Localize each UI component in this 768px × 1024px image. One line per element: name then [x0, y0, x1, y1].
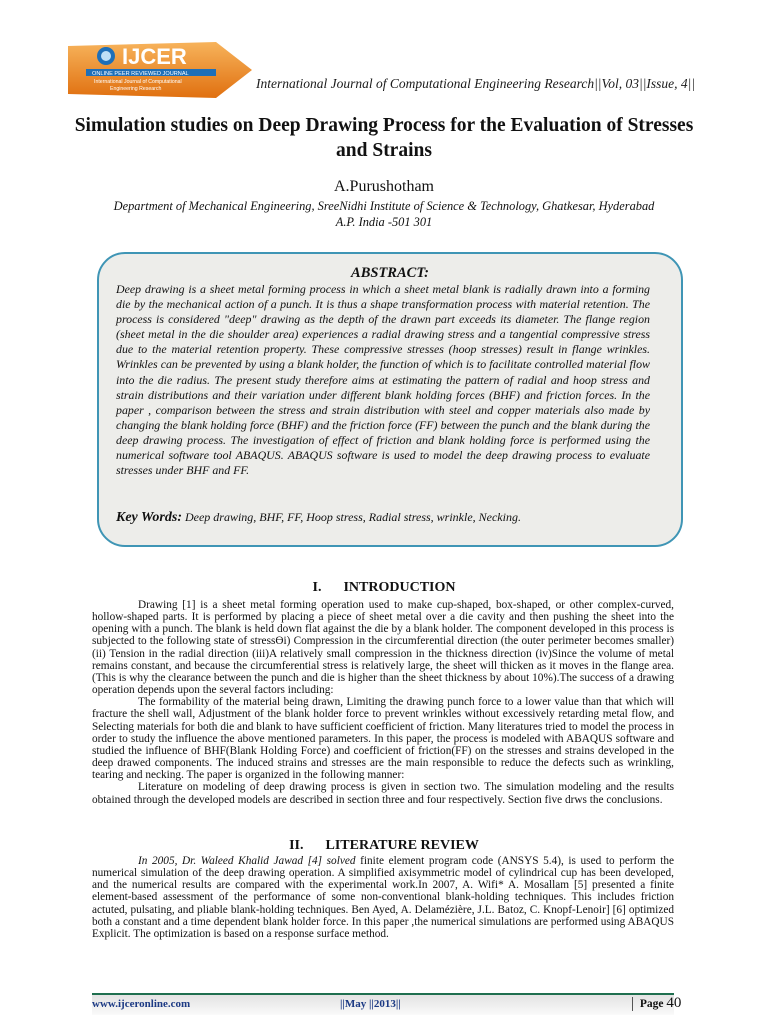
section-title: LITERATURE REVIEW: [325, 838, 479, 853]
paragraph: Drawing [1] is a sheet metal forming operation used to make cup-shaped, box-shaped, or other complex-curved, hollow-shaped parts. It is performed by placing a piece of sheet metal over a die cavity and then pushing the sheet into the opening with a punch. The blank is held down flat against the die by a blank holder. The component developed in this process is subjected to the following state of stressϴi) Compression in the circumferential direction (the outer perimeter becomes smaller) (ii) Tension in the radial direction (iii)A relatively small compression in the thickness direction (iv)Since the volume of metal remains constant, and because the circumferential stress is relatively large, the sheet will thicken as it moves in the flange area. (This is why the clearance between the punch and die is higher than the sheet thickness by about 10%).The success of a drawing operation depends upon the several factors including:: [92, 599, 674, 697]
paragraph: [92, 855, 674, 940]
logo-subtitle-2: Engineering Research: [110, 86, 162, 92]
section-heading-literature-review: [0, 838, 768, 854]
journal-citation-header: International Journal of Computational Engineering Research||Vol, 03||Issue, 4||: [256, 76, 696, 91]
author-affiliation: [60, 198, 708, 230]
page-number: 40: [666, 995, 682, 1011]
paragraph: Literature on modeling of deep drawing process is given in section two. The simulation modeling and the results obtained through the developed models are described in section three and four respectively. Section five drws the conclusions.: [92, 781, 674, 806]
citation-lead: In 2005, Dr. Waleed Khalid Jawad [4] solved: [138, 855, 356, 867]
ijcer-logo-graphic: [66, 40, 254, 100]
keywords-label: Key Words:: [116, 510, 182, 525]
journal-logo: [66, 40, 254, 100]
keywords: [116, 510, 656, 526]
abstract-text: Deep drawing is a sheet metal forming process in which a sheet metal blank is radially drawn into a forming die by the mechanical action of a punch. It is thus a shape transformation process with material retention. The process is considered "deep" drawing as the depth of the drawn part exceeds its diameter. The flange region (sheet metal in the die shoulder area) experiences a radial drawing stress and a tangential compressive stress due to the material retention property. These compressive stresses (hoop stresses) result in flange wrinkles. Wrinkles can be prevented by using a blank holder, the function of which is to facilitate controlled material flow into the die radius. The present study therefore aims at estimating the pattern of radial and hoop stress and strain distributions and their variation under different blank holding forces (BHF) and friction forces. In the paper , comparison between the stress and strain distribution with steel and copper materials also made by changing the blank holding force (BHF) and the friction force (FF) between the punch and the blank during the deep drawing process. The investigation of effect of friction and blank holding force is performed using the numerical software tool ABAQUS. ABAQUS software is used to model the deep drawing process to evaluate stresses under BHF and FF.: [116, 282, 650, 478]
literature-review-body: [92, 855, 674, 940]
section-heading-introduction: [0, 580, 768, 596]
logo-tagline: ONLINE PEER REVIEWED JOURNAL: [92, 71, 189, 77]
section-number: I.: [312, 580, 322, 595]
paragraph-text: finite element program code (ANSYS 5.4), is used to perform the numerical simulation of the deep drawing operation. A simplified axisymmetric model of cylindrical cup has been developed, and the numerical results are compared with the experimental work.In 2007, A. Wifi* A. Mosallam [5] presented a finite element-based assessment of the performance of some non-conventional blank-holding techniques. This includes friction actuted, pulsating, and pliable blank-holding techniques. Ben Ayed, A. Delamézière, J.L. Batoz, C. Knopf-Lenoir] [6] optimized both a constant and a time dependent blank holder force. In this paper ,the numerical simulations are performed using ABAQUS Explicit. The optimization is based on a response surface method.: [92, 855, 675, 940]
footer-page-number: [628, 995, 681, 1012]
affiliation-line-2: A.P. India -501 301: [335, 215, 433, 229]
footer-website-link[interactable]: www.ijceronline.com: [92, 998, 191, 1010]
author-name: A.Purushotham: [334, 178, 434, 195]
abstract-heading: ABSTRACT:: [351, 265, 429, 281]
paper-title: Simulation studies on Deep Drawing Process for the Evaluation of Stresses and Strains: [74, 115, 694, 161]
paragraph: The formability of the material being drawn, Limiting the drawing punch force to a lower value than that which will fracture the shell wall, Adjustment of the blank holder force to prevent wrinkles without excessively retarding metal flow, and Selecting materials for both die and blank to have sufficient coefficient of friction. Many literatures tried to model the process in order to study the influence the above mentioned parameters. In this paper, the process is modeled with ABAQUS software and studied the influence of BHF(Blank Holding Force) and coefficient of friction(FF) on the stresses and strains developed in the deep drawed components. The induced strains and stresses are the main responsible to reduce the defects such as wrinkling, tearing and necking. The paper is organized in the following manner:: [92, 696, 674, 782]
section-title: INTRODUCTION: [343, 580, 456, 595]
introduction-body: [92, 599, 674, 806]
footer-issue-date: ||May ||2013||: [340, 998, 401, 1010]
page-label: Page: [639, 998, 664, 1010]
keywords-list: Deep drawing, BHF, FF, Hoop stress, Radial stress, wrinkle, Necking.: [184, 510, 521, 524]
section-number: II.: [289, 838, 304, 853]
footer-divider: [632, 997, 633, 1011]
logo-wordmark: IJCER: [122, 44, 187, 69]
logo-subtitle-1: International Journal of Computational: [94, 79, 182, 85]
affiliation-line-1: Department of Mechanical Engineering, SreeNidhi Institute of Science & Technology, Ghatkesar, Hyderabad: [113, 199, 655, 213]
